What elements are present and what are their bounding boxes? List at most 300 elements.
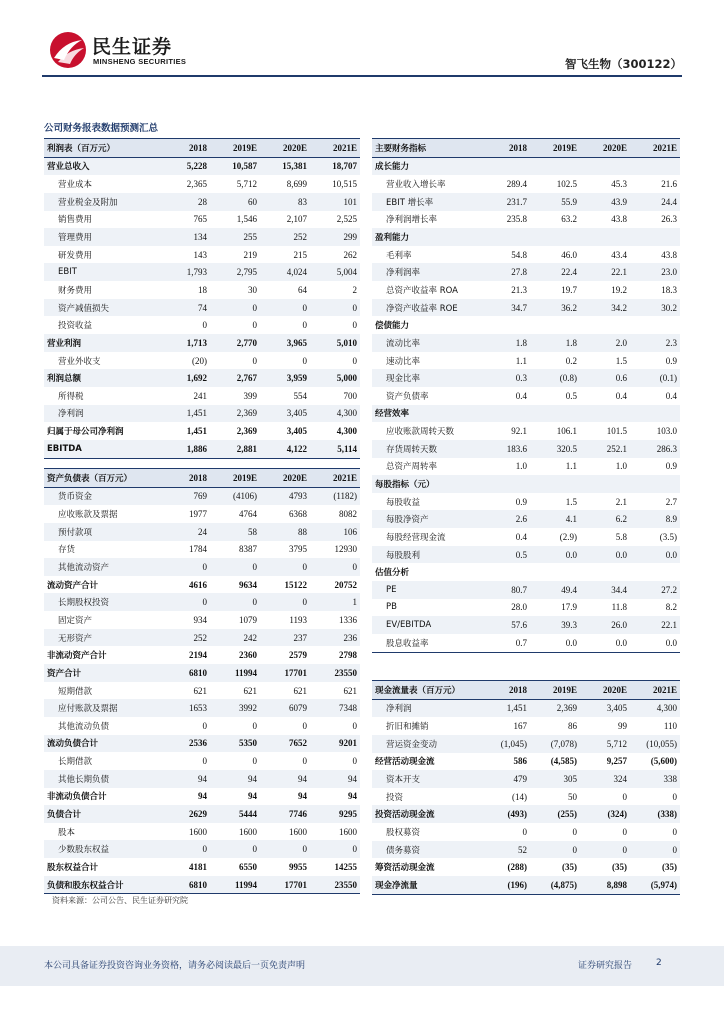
table-row <box>372 770 680 788</box>
value-cell: 0 <box>672 826 677 837</box>
table-row <box>372 788 680 806</box>
table-row <box>44 157 360 175</box>
value-cell: 94 <box>198 773 207 784</box>
value-cell: 57.6 <box>511 620 527 631</box>
table-header-row <box>372 139 680 158</box>
table-row <box>44 876 360 894</box>
table-row <box>372 858 680 876</box>
table-row <box>372 316 680 334</box>
footer-disclaimer: 本公司具备证券投资咨询业务资格，请务必阅读最后一页免责声明 <box>44 961 306 971</box>
value-cell: 1193 <box>289 614 307 625</box>
table-row <box>44 823 360 841</box>
row-label: 流动负债合计 <box>47 739 99 750</box>
value-cell: 1600 <box>189 826 207 837</box>
value-cell: 22.1 <box>661 620 677 631</box>
value-cell: 8387 <box>239 544 257 555</box>
row-label: 销售费用 <box>58 215 93 226</box>
row-label: 资本开支 <box>386 775 421 786</box>
table-row <box>372 599 680 617</box>
value-cell: 0 <box>302 562 307 573</box>
value-cell: 7746 <box>289 808 307 819</box>
table-row <box>44 558 360 576</box>
value-cell: 18,707 <box>332 161 357 172</box>
value-cell: 621 <box>243 685 257 696</box>
value-cell: 0 <box>352 320 357 331</box>
column-header: 2020E <box>282 472 307 483</box>
value-cell: 0 <box>572 844 577 855</box>
row-label: 成长能力 <box>375 162 410 173</box>
value-cell: 11.8 <box>611 602 627 613</box>
table-row <box>44 646 360 664</box>
row-label: 每股净资产 <box>386 515 429 526</box>
row-label: 盈利能力 <box>375 233 410 244</box>
table-row <box>44 246 360 264</box>
value-cell: 17701 <box>284 667 307 678</box>
table-row <box>44 369 360 387</box>
value-cell: 479 <box>513 774 527 785</box>
value-cell: 30 <box>248 284 257 295</box>
value-cell: 5,004 <box>336 267 357 278</box>
row-label: 资产负债率 <box>386 391 429 402</box>
row-label: 固定资产 <box>58 615 93 626</box>
row-label: 营业外收支 <box>58 356 101 367</box>
row-label: EBIT 增长率 <box>386 197 434 208</box>
value-cell: 49.4 <box>561 584 577 595</box>
row-label: 总资产收益率 ROA <box>386 285 458 296</box>
table-row <box>372 699 680 717</box>
value-cell: 0 <box>352 355 357 366</box>
value-cell: 2536 <box>189 738 207 749</box>
value-cell <box>580 316 630 334</box>
section-title: 公司财务报表数据预测汇总 <box>44 123 159 134</box>
row-label: 经营活动现金流 <box>375 757 435 768</box>
row-label: 营业总收入 <box>47 162 90 173</box>
value-cell: (255) <box>557 809 577 820</box>
column-header: 2018 <box>189 142 207 153</box>
value-cell: 54.8 <box>511 249 527 260</box>
value-cell: 6368 <box>289 509 307 520</box>
value-cell: (288) <box>507 862 527 873</box>
table-row <box>372 805 680 823</box>
value-cell: 134 <box>193 232 207 243</box>
value-cell: 0.0 <box>615 549 627 560</box>
value-cell: 621 <box>343 685 357 696</box>
table-row <box>44 664 360 682</box>
row-label: 归属于母公司净利润 <box>47 427 124 438</box>
income-statement-table <box>44 138 360 459</box>
value-cell: 5.8 <box>615 531 627 542</box>
column-header: 2019E <box>232 142 257 153</box>
value-cell <box>630 405 680 423</box>
value-cell: (2.9) <box>559 531 577 542</box>
row-label: 估值分析 <box>375 568 410 579</box>
value-cell: 1,451 <box>186 408 207 419</box>
value-cell: 0 <box>302 720 307 731</box>
value-cell: 0 <box>622 791 627 802</box>
table-row <box>372 546 680 564</box>
row-label: 每股收益 <box>386 497 421 508</box>
value-cell: 2 <box>352 284 357 295</box>
table-row <box>44 770 360 788</box>
column-header: 2019E <box>232 472 257 483</box>
value-cell: 103.0 <box>656 426 677 437</box>
value-cell <box>484 157 530 175</box>
value-cell: 1.8 <box>515 337 527 348</box>
row-label: 营运资金变动 <box>386 739 438 750</box>
row-label: 研发费用 <box>58 250 93 261</box>
value-cell: 28.0 <box>511 602 527 613</box>
row-label: 净资产收益率 ROE <box>386 303 458 314</box>
value-cell: 5,712 <box>236 179 257 190</box>
value-cell: 24.4 <box>661 196 677 207</box>
row-label: 应收账款周转天数 <box>386 427 455 438</box>
table-row <box>44 717 360 735</box>
value-cell <box>580 563 630 581</box>
value-cell: 2,369 <box>236 408 257 419</box>
value-cell: (35) <box>562 862 577 873</box>
value-cell: 106.1 <box>556 426 577 437</box>
row-label: 应付账款及票据 <box>58 704 118 715</box>
value-cell: 18 <box>198 284 207 295</box>
value-cell: 102.5 <box>556 179 577 190</box>
value-cell: 167 <box>513 721 527 732</box>
value-cell: 0.7 <box>515 637 527 648</box>
value-cell: 0 <box>202 320 207 331</box>
value-cell: 700 <box>343 390 357 401</box>
value-cell <box>484 475 530 493</box>
value-cell: 34.2 <box>611 302 627 313</box>
row-label: 每股股利 <box>386 550 421 561</box>
value-cell: 2629 <box>189 808 207 819</box>
value-cell: (0.1) <box>659 373 677 384</box>
table-row <box>44 440 360 458</box>
value-cell: 21.3 <box>511 284 527 295</box>
row-label: 每股经营现金流 <box>386 532 446 543</box>
table-row <box>372 841 680 859</box>
value-cell <box>484 405 530 423</box>
value-cell: 0 <box>302 597 307 608</box>
table-row <box>372 528 680 546</box>
table-row <box>44 735 360 753</box>
value-cell: 8,699 <box>286 179 307 190</box>
row-label: EBIT <box>58 267 77 278</box>
table-row <box>44 629 360 647</box>
value-cell: 58 <box>248 526 257 537</box>
row-label: 短期借款 <box>58 686 93 697</box>
row-label: 应收账款及票据 <box>58 510 118 521</box>
row-label: 管理费用 <box>58 233 93 244</box>
value-cell: 46.0 <box>561 249 577 260</box>
value-cell: 0.4 <box>515 390 527 401</box>
value-cell: 554 <box>293 390 307 401</box>
value-cell: 19.7 <box>561 284 577 295</box>
row-label: 净利润 <box>58 409 84 420</box>
value-cell <box>530 316 580 334</box>
value-cell: 8,898 <box>606 879 627 890</box>
value-cell: 237 <box>293 632 307 643</box>
value-cell: 4793 <box>289 491 307 502</box>
table-row <box>372 475 680 493</box>
column-header: 2021E <box>652 142 677 153</box>
table-row <box>44 211 360 229</box>
value-cell: 934 <box>193 614 207 625</box>
column-header: 2019E <box>552 684 577 695</box>
value-cell: 0 <box>522 826 527 837</box>
value-cell: 4181 <box>189 861 207 872</box>
balance-sheet-table <box>44 468 360 894</box>
value-cell: (7,078) <box>550 738 577 749</box>
value-cell: 1.0 <box>615 461 627 472</box>
value-cell: 2360 <box>239 650 257 661</box>
value-cell: 252 <box>293 232 307 243</box>
value-cell: 39.3 <box>561 620 577 631</box>
value-cell: 8082 <box>339 509 357 520</box>
value-cell: 94 <box>298 773 307 784</box>
value-cell <box>630 475 680 493</box>
row-label: 投资收益 <box>58 321 93 332</box>
value-cell: 0 <box>302 844 307 855</box>
row-label: 长期股权投资 <box>58 598 110 609</box>
row-label: 营业利润 <box>47 338 82 349</box>
value-cell: 0 <box>302 320 307 331</box>
table-row <box>44 505 360 523</box>
value-cell: (324) <box>607 809 627 820</box>
row-label: 总资产周转率 <box>386 462 438 473</box>
value-cell: 0 <box>622 844 627 855</box>
value-cell: 0 <box>202 756 207 767</box>
table-row <box>372 193 680 211</box>
value-cell: 101.5 <box>606 426 627 437</box>
value-cell: 0.3 <box>515 373 527 384</box>
value-cell: 1 <box>352 597 357 608</box>
value-cell: 17701 <box>284 879 307 890</box>
value-cell: (4106) <box>233 491 257 502</box>
value-cell: 7348 <box>339 703 357 714</box>
row-label: 少数股东权益 <box>58 845 110 856</box>
value-cell: 0.2 <box>565 355 577 366</box>
value-cell: 183.6 <box>506 443 527 454</box>
page-number: 2 <box>656 958 662 968</box>
table-row <box>372 369 680 387</box>
key-indicators-table <box>372 138 680 653</box>
value-cell: 74 <box>198 302 207 313</box>
value-cell: 320.5 <box>556 443 577 454</box>
value-cell: 0 <box>202 562 207 573</box>
value-cell: 0 <box>252 844 257 855</box>
table-row <box>372 563 680 581</box>
value-cell: 0 <box>302 355 307 366</box>
value-cell: 0 <box>252 597 257 608</box>
value-cell: 2.1 <box>615 496 627 507</box>
table-row <box>44 752 360 770</box>
value-cell: 1.8 <box>565 337 577 348</box>
value-cell: 9201 <box>339 738 357 749</box>
value-cell: 299 <box>343 232 357 243</box>
value-cell: (14) <box>512 791 527 802</box>
brand-name-cn: 民生证券 <box>92 36 173 58</box>
value-cell: 9955 <box>289 861 307 872</box>
table-row <box>44 593 360 611</box>
value-cell: 8.2 <box>665 602 677 613</box>
value-cell: 241 <box>193 390 207 401</box>
value-cell <box>484 316 530 334</box>
value-cell: 34.7 <box>511 302 527 313</box>
value-cell: 6810 <box>189 879 207 890</box>
value-cell: (1,045) <box>500 738 527 749</box>
value-cell: 7652 <box>289 738 307 749</box>
row-label: EBITDA <box>47 443 82 454</box>
cash-flow-table <box>372 680 680 895</box>
table-row <box>372 717 680 735</box>
value-cell: 0 <box>252 320 257 331</box>
table-row <box>44 682 360 700</box>
value-cell: (338) <box>657 809 677 820</box>
value-cell <box>580 228 630 246</box>
footer-report-type: 证券研究报告 <box>578 961 633 971</box>
value-cell: 2,770 <box>236 337 257 348</box>
row-label: PB <box>386 602 397 613</box>
value-cell: 2,365 <box>186 179 207 190</box>
value-cell: 86 <box>568 721 577 732</box>
value-cell: 0 <box>252 355 257 366</box>
row-label: 毛利率 <box>386 250 412 261</box>
value-cell: 94 <box>298 791 307 802</box>
value-cell: 242 <box>243 632 257 643</box>
table-row <box>372 352 680 370</box>
row-label: 资产合计 <box>47 668 82 679</box>
table-row <box>44 788 360 806</box>
row-label: 存货周转天数 <box>386 444 438 455</box>
table-row <box>372 823 680 841</box>
value-cell: 2,525 <box>336 214 357 225</box>
value-cell: (1182) <box>333 491 357 502</box>
table-row <box>372 246 680 264</box>
table-row <box>372 458 680 476</box>
value-cell: 0.0 <box>565 549 577 560</box>
table-row <box>44 281 360 299</box>
header-divider <box>42 75 682 77</box>
value-cell: 11994 <box>234 879 257 890</box>
value-cell: 1079 <box>239 614 257 625</box>
value-cell: 6810 <box>189 667 207 678</box>
value-cell: 14255 <box>334 861 357 872</box>
value-cell: 4,300 <box>336 426 357 437</box>
brand-logo <box>48 30 188 70</box>
table-row <box>44 611 360 629</box>
value-cell: 5,228 <box>186 161 207 172</box>
value-cell: 2,767 <box>236 373 257 384</box>
value-cell: 3,405 <box>286 426 307 437</box>
value-cell: 0.0 <box>665 549 677 560</box>
value-cell: 3795 <box>289 544 307 555</box>
value-cell: 252 <box>193 632 207 643</box>
value-cell: 11994 <box>234 667 257 678</box>
value-cell: 20752 <box>334 579 357 590</box>
value-cell: 0.9 <box>665 461 677 472</box>
table-row <box>372 422 680 440</box>
value-cell: 0 <box>252 562 257 573</box>
value-cell: 0.0 <box>565 637 577 648</box>
value-cell: 110 <box>663 721 677 732</box>
value-cell: 26.0 <box>611 620 627 631</box>
table-header-row <box>372 681 680 700</box>
value-cell: 23550 <box>334 879 357 890</box>
value-cell: 3,965 <box>286 337 307 348</box>
page-footer <box>0 946 724 986</box>
value-cell: 289.4 <box>506 179 527 190</box>
column-header: 2020E <box>602 142 627 153</box>
value-cell: 399 <box>243 390 257 401</box>
value-cell: 0 <box>302 756 307 767</box>
value-cell: 94 <box>348 791 357 802</box>
row-label: 预付款项 <box>58 527 93 538</box>
value-cell: 1,692 <box>186 373 207 384</box>
row-label: PE <box>386 584 397 595</box>
value-cell: 286.3 <box>656 443 677 454</box>
row-label: 财务费用 <box>58 285 93 296</box>
value-cell: 0.4 <box>615 390 627 401</box>
value-cell: 6.2 <box>615 514 627 525</box>
value-cell: 9,257 <box>606 756 627 767</box>
table-header-row <box>44 139 360 158</box>
value-cell: 236 <box>343 632 357 643</box>
column-header: 2018 <box>189 472 207 483</box>
value-cell: 219 <box>243 249 257 260</box>
table-row <box>372 387 680 405</box>
value-cell: (5,974) <box>650 879 677 890</box>
column-header: 2020E <box>282 142 307 153</box>
value-cell: 235.8 <box>506 214 527 225</box>
value-cell: 1.1 <box>565 461 577 472</box>
value-cell: 0 <box>352 844 357 855</box>
value-cell: (0.8) <box>559 373 577 384</box>
value-cell: 1977 <box>189 509 207 520</box>
value-cell <box>484 563 530 581</box>
table-row <box>44 699 360 717</box>
row-label: 股权募资 <box>386 827 421 838</box>
minsheng-logo-icon <box>48 30 88 70</box>
column-header: 2021E <box>332 142 357 153</box>
row-label: 非流动资产合计 <box>47 651 107 662</box>
row-label: 经营效率 <box>375 409 410 420</box>
value-cell <box>530 563 580 581</box>
value-cell: 1,546 <box>236 214 257 225</box>
value-cell: 63.2 <box>561 214 577 225</box>
value-cell: 0.5 <box>515 549 527 560</box>
value-cell <box>580 475 630 493</box>
value-cell: 92.1 <box>511 426 527 437</box>
row-label: 其他流动负债 <box>58 721 110 732</box>
table-row <box>372 634 680 652</box>
value-cell: 2,881 <box>236 443 257 454</box>
table-title: 利润表（百万元） <box>47 143 116 154</box>
value-cell: 6079 <box>289 703 307 714</box>
table-row <box>44 299 360 317</box>
row-label: EV/EBITDA <box>386 620 432 631</box>
value-cell: 765 <box>193 214 207 225</box>
value-cell: 231.7 <box>506 196 527 207</box>
value-cell: 94 <box>348 773 357 784</box>
value-cell: 15,381 <box>282 161 307 172</box>
value-cell: 64 <box>298 284 307 295</box>
value-cell: 1.5 <box>615 355 627 366</box>
value-cell <box>530 475 580 493</box>
table-row <box>44 487 360 505</box>
value-cell: 324 <box>613 774 627 785</box>
column-header: 2018 <box>509 142 527 153</box>
value-cell: 1.1 <box>515 355 527 366</box>
value-cell: 9634 <box>239 579 257 590</box>
